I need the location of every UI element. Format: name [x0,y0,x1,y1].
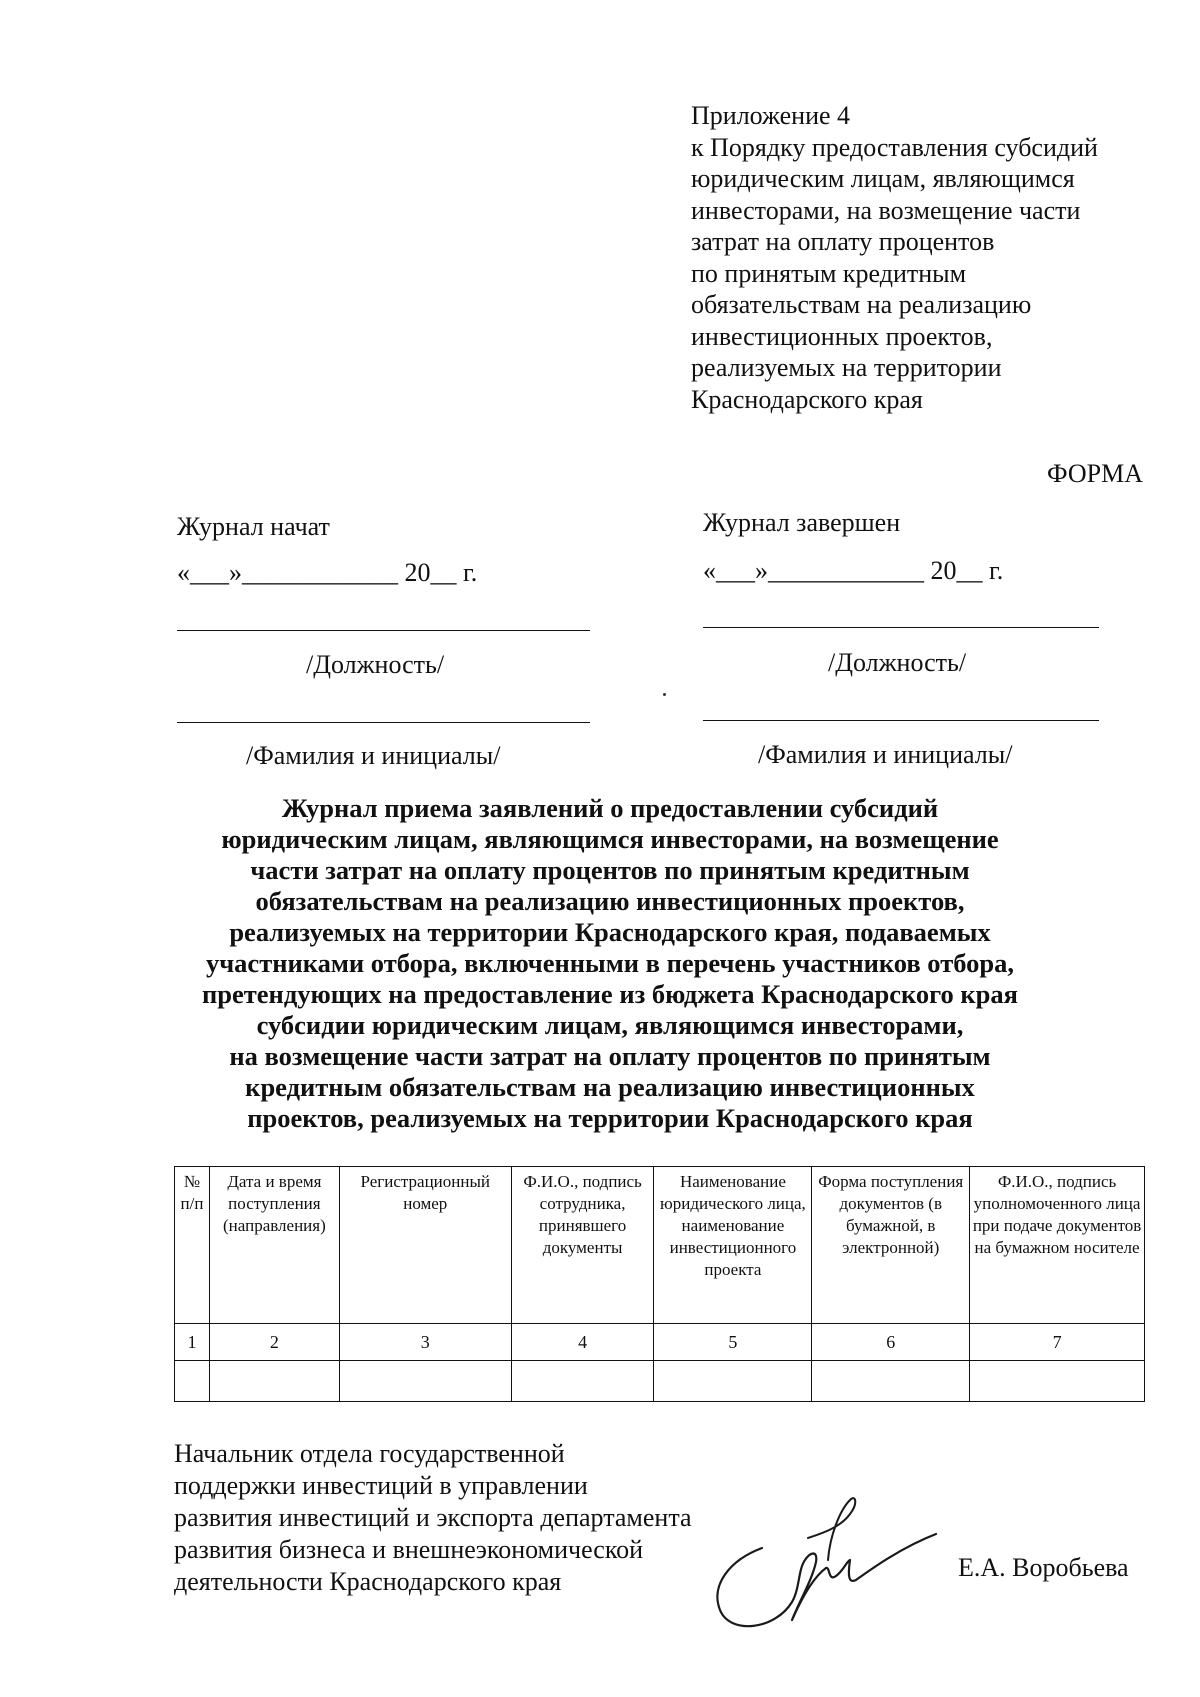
signer-position [174,1438,692,1598]
appendix-line: юридическим лицам, являющимся [691,164,1075,193]
title-line: реализуемых на территории Краснодарского края, подаваемых [229,917,991,947]
title-line: проектов, реализуемых на территории Краснодарского края [247,1103,973,1133]
form-label: ФОРМА [1047,459,1143,488]
column-number-cell: 5 [654,1324,812,1361]
name-signature-line [703,720,1099,721]
table-cell [511,1361,654,1402]
signer-name: Е.А. Воробьева [958,1553,1129,1582]
journal-finished-date: «___»____________ 20__ г. [703,556,1004,585]
name-caption: /Фамилия и инициалы/ [246,741,501,770]
stray-dot [663,693,666,696]
signer-line: деятельности Краснодарского края [174,1567,562,1596]
position-signature-line [703,627,1099,628]
table-cell [654,1361,812,1402]
title-line: участниками отбора, включенными в перечень участников отбора, [205,948,1014,978]
signer-line: развития инвестиций и экспорта департамента [174,1503,692,1532]
position-caption: /Должность/ [828,648,967,677]
column-number-cell: 3 [339,1324,511,1361]
header-cell: Ф.И.О., подпись уполномоченного лица при подаче документов на бумажном носителе [970,1167,1145,1324]
table-header-row [175,1167,1145,1324]
table-cell [209,1361,339,1402]
journal-title [130,793,1090,1134]
position-caption: /Должность/ [306,650,445,679]
signer-line: поддержки инвестиций в управлении [174,1471,588,1500]
appendix-line: Краснодарского края [691,384,923,414]
title-line: на возмещение части затрат на оплату процентов по принятым [229,1041,991,1071]
header-cell: Ф.И.О., подпись сотрудника, принявшего документы [511,1167,654,1324]
title-line: части затрат на оплату процентов по принятым кредитным [250,855,970,885]
journal-started-title: Журнал начат [177,512,330,541]
signer-line: развития бизнеса и внешнеэкономической [174,1535,644,1564]
header-cell: Дата и время поступления (направления) [209,1167,339,1324]
handwritten-signature [700,1490,940,1640]
table-cell [339,1361,511,1402]
appendix-line: обязательствам на реализацию [691,290,1032,319]
title-line: обязательствам на реализацию инвестиционных проектов, [255,886,965,916]
table-row [175,1324,1145,1361]
table-cell [812,1361,970,1402]
column-number-cell: 1 [175,1324,210,1361]
header-cell: Форма поступления документов (в бумажной, в электронной) [812,1167,970,1324]
table-row [175,1361,1145,1402]
journal-finished-title: Журнал завершен [703,508,901,537]
appendix-line: реализуемых на территории [691,353,1002,382]
column-number-cell: 6 [812,1324,970,1361]
column-number-cell: 4 [511,1324,654,1361]
appendix-line: затрат на оплату процентов [691,227,995,256]
signer-line: Начальник отдела государственной [174,1439,565,1468]
journal-started-date: «___»____________ 20__ г. [177,558,478,587]
table-cell [175,1361,210,1402]
header-cell: Наименование юридического лица, наименование инвестиционного проекта [654,1167,812,1324]
header-cell: № п/п [175,1167,210,1324]
table-cell [970,1361,1145,1402]
title-line: кредитным обязательствам на реализацию инвестиционных [245,1072,975,1102]
appendix-line: инвесторами, на возмещение части [691,195,1081,225]
title-line: претендующих на предоставление из бюджета Краснодарского края [202,979,1018,1009]
journal-finished-block [0,0,1200,780]
header-cell: Регистрационный номер [339,1167,511,1324]
title-line: Журнал приема заявлений о предоставлении субсидий [281,793,939,823]
column-number-cell: 2 [209,1324,339,1361]
appendix-line: по принятым кредитным [691,258,967,288]
column-number-cell: 7 [970,1324,1145,1361]
name-caption: /Фамилия и инициалы/ [758,740,1013,769]
appendix-line: к Порядку предоставления субсидий [691,132,1098,162]
appendix-line: инвестиционных проектов, [691,321,993,351]
journal-table [174,1166,1145,1402]
appendix-line: Приложение 4 [691,101,851,130]
title-line: субсидии юридическим лицам, являющимся инвесторами, [256,1010,964,1040]
title-line: юридическим лицам, являющимся инвесторами, на возмещение [221,824,999,854]
